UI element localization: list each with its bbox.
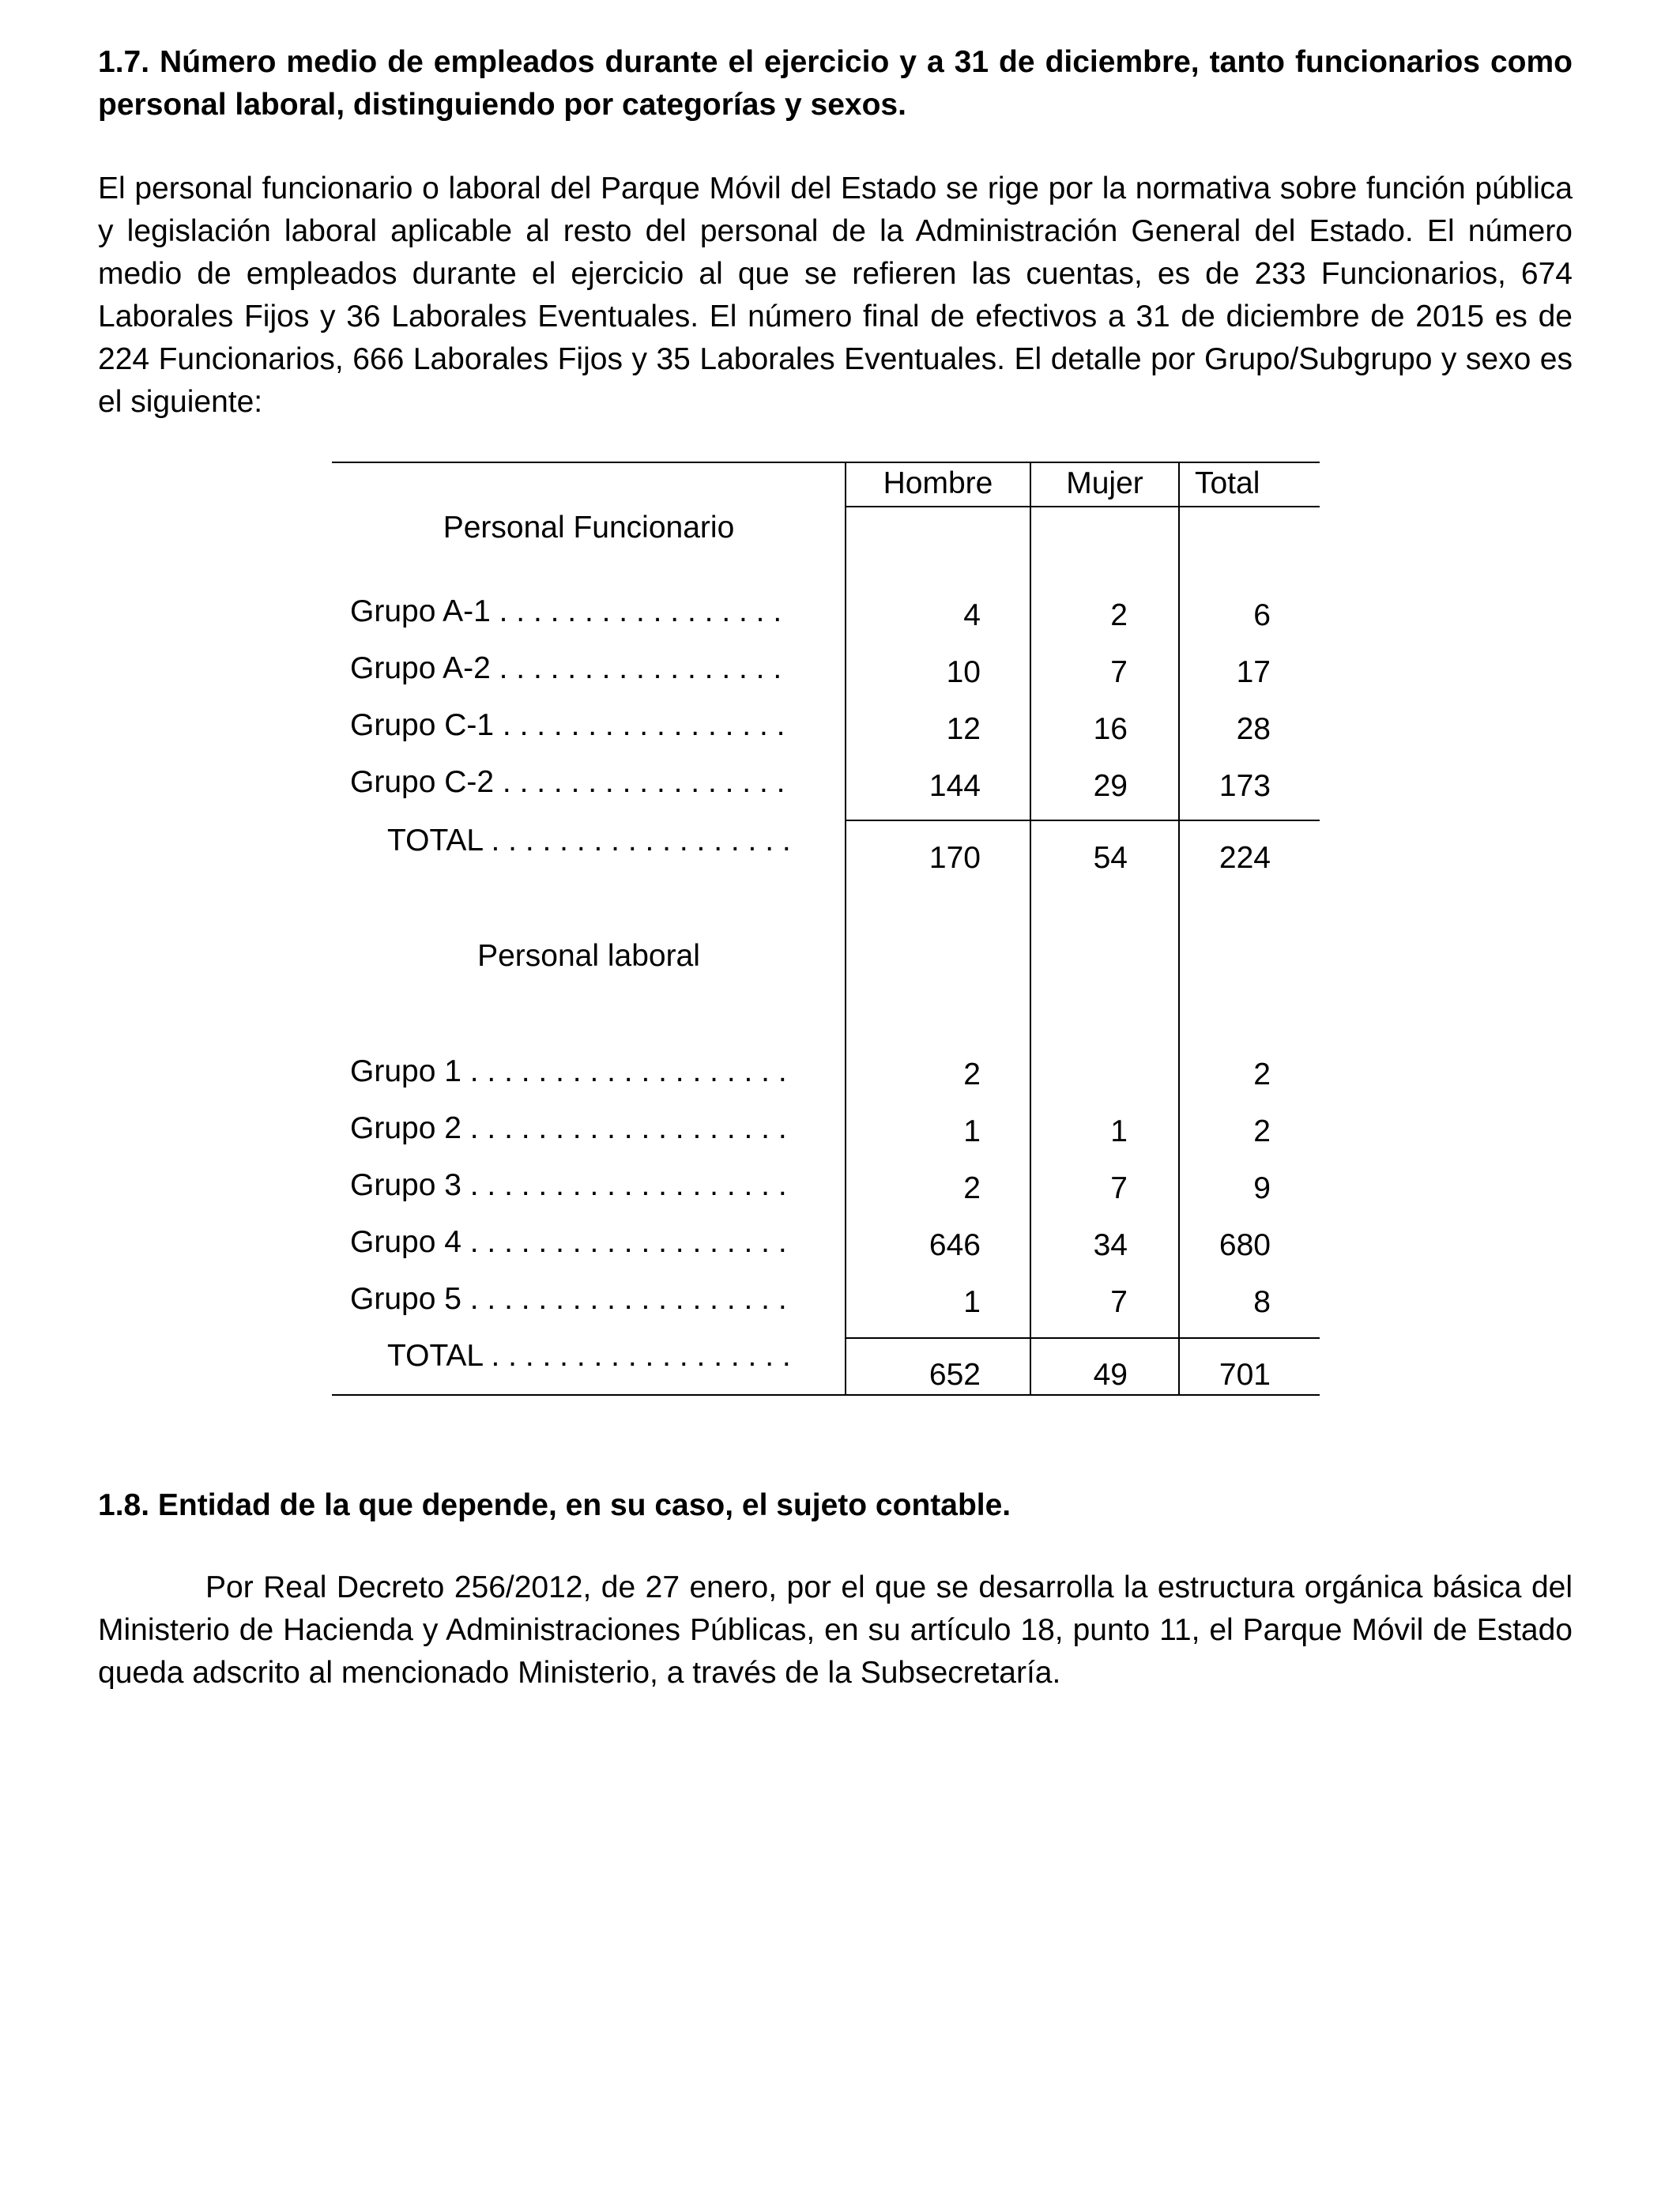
total-total: 224: [1219, 841, 1271, 875]
cell-hombre: 10: [946, 655, 981, 689]
cell-mujer: 2: [1110, 598, 1128, 632]
row-label: Grupo 4 . . . . . . . . . . . . . . . . . . .: [350, 1225, 787, 1259]
cell-total: 17: [1236, 655, 1271, 689]
table-top-rule: [332, 462, 1320, 463]
row-label: Grupo 1 . . . . . . . . . . . . . . . . . . .: [350, 1054, 787, 1088]
cell-hombre: 1: [963, 1285, 981, 1319]
cell-mujer: 7: [1110, 1285, 1128, 1319]
row-label: Grupo A-2 . . . . . . . . . . . . . . . . .: [350, 651, 782, 685]
row-label: Grupo C-2 . . . . . . . . . . . . . . . . .: [350, 765, 785, 799]
cell-total: 680: [1219, 1228, 1271, 1262]
table-bottom-rule: [332, 1394, 1320, 1396]
cell-total: 28: [1236, 712, 1271, 746]
laboral-section-title: Personal laboral: [477, 939, 700, 973]
cell-hombre: 1: [963, 1114, 981, 1148]
cell-mujer: 7: [1110, 655, 1128, 689]
cell-total: 6: [1253, 598, 1271, 632]
cell-hombre: 12: [946, 712, 981, 746]
cell-hombre: 2: [963, 1171, 981, 1205]
column-header-mujer: Mujer: [1066, 466, 1143, 500]
laboral-total-rule: [846, 1337, 1320, 1339]
cell-hombre: 144: [929, 769, 981, 803]
funcionario-section-title: Personal Funcionario: [443, 511, 735, 545]
cell-total: 8: [1253, 1285, 1271, 1319]
cell-hombre: 646: [929, 1228, 981, 1262]
cell-total: 173: [1219, 769, 1271, 803]
section-1-8-paragraph: Por Real Decreto 256/2012, de 27 enero, por el que se desarrolla la estructura orgánica básica del Ministerio de Hacienda y Administraciones Públicas, en su artículo 18, punto 11, el Parque Móvil de Estado queda adscrito al mencionado Ministerio, a través de la Subsecretaría.: [98, 1570, 1573, 1690]
row-label: Grupo C-1 . . . . . . . . . . . . . . . . .: [350, 708, 785, 742]
column-header-hombre: Hombre: [883, 466, 993, 500]
row-label: Grupo 2 . . . . . . . . . . . . . . . . . . .: [350, 1111, 787, 1145]
total-mujer: 54: [1093, 841, 1128, 875]
cell-total: 9: [1253, 1171, 1271, 1205]
cell-hombre: 2: [963, 1057, 981, 1091]
total-hombre: 652: [929, 1358, 981, 1392]
column-header-total: Total: [1195, 466, 1260, 500]
section-1-7-paragraph: El personal funcionario o laboral del Parque Móvil del Estado se rige por la normativa sobre función pública y legislación laboral aplicable al resto del personal de la Administración General del Estado. El número medio de empleados durante el ejercicio al que se refieren las cuentas, es de 233 Funcionarios, 674 Laborales Fijos y 36 Laborales Eventuales. El número final de efectivos a 31 de diciembre de 2015 es de 224 Funcionarios, 666 Laborales Fijos y 35 Laborales Eventuales. El detalle por Grupo/Subgrupo y sexo es el siguiente:: [98, 172, 1573, 419]
total-total: 701: [1219, 1358, 1271, 1392]
total-hombre: 170: [929, 841, 981, 875]
section-1-8-heading: 1.8. Entidad de la que depende, en su caso, el sujeto contable.: [98, 1488, 1011, 1522]
cell-mujer: 16: [1093, 712, 1128, 746]
funcionario-total-rule: [846, 820, 1320, 821]
cell-total: 2: [1253, 1057, 1271, 1091]
cell-mujer: 34: [1093, 1228, 1128, 1262]
total-mujer: 49: [1093, 1358, 1128, 1392]
cell-total: 2: [1253, 1114, 1271, 1148]
row-label: Grupo A-1 . . . . . . . . . . . . . . . . .: [350, 594, 782, 628]
row-label: Grupo 5 . . . . . . . . . . . . . . . . . . .: [350, 1282, 787, 1316]
cell-mujer: 7: [1110, 1171, 1128, 1205]
cell-mujer: 29: [1093, 769, 1128, 803]
cell-hombre: 4: [963, 598, 981, 632]
total-label: TOTAL . . . . . . . . . . . . . . . . . .: [387, 1339, 791, 1373]
table-header-rule: [846, 506, 1320, 507]
cell-mujer: 1: [1110, 1114, 1128, 1148]
row-label: Grupo 3 . . . . . . . . . . . . . . . . . . .: [350, 1168, 787, 1202]
section-1-7-heading: 1.7. Número medio de empleados durante el ejercicio y a 31 de diciembre, tanto funcionarios como personal laboral, distinguiendo por categorías y sexos.: [98, 45, 1573, 122]
total-label: TOTAL . . . . . . . . . . . . . . . . . .: [387, 824, 791, 858]
